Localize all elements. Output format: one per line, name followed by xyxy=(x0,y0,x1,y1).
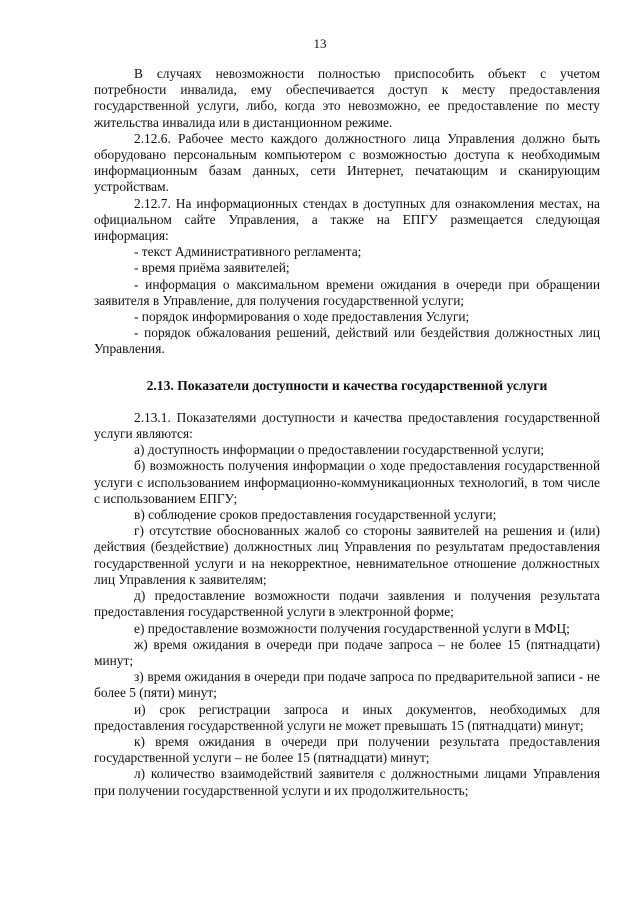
list-item: и) срок регистрации запроса и иных документов, необходимых для предоставления государственной услуги не может превышать 15 (пятнадцати) минут; xyxy=(94,701,600,733)
page-number: 13 xyxy=(313,36,327,51)
document-body xyxy=(94,66,600,799)
list-item: - порядок информирования о ходе предоставления Услуги; xyxy=(134,309,470,325)
list-item: б) возможность получения информации о ходе предоставления государственной услуги с использованием информационно-коммуникационных технологий, в том числе с использованием ЕПГУ; xyxy=(94,458,600,506)
section-heading: 2.13. Показатели доступности и качества государственной услуги xyxy=(146,377,548,393)
list-item: ж) время ожидания в очереди при подаче запроса – не более 15 (пятнадцати) минут; xyxy=(94,636,600,668)
list-item: к) время ожидания в очереди при получении результата предоставления государственной услуги – не более 15 (пятнадцати) минут; xyxy=(94,733,600,766)
list-item: е) предоставление возможности получения государственной услуги в МФЦ; xyxy=(134,620,570,636)
paragraph: 2.12.6. Рабочее место каждого должностного лица Управления должно быть оборудовано персональным компьютером с возможностью доступа к необходимым информационным базам данных, сети Интернет, печатающим и сканирующим устройствам. xyxy=(94,130,600,195)
list-item: д) предоставление возможности подачи заявления и получения результата предоставления государственной услуги в электронной форме; xyxy=(94,588,600,620)
list-item: г) отсутствие обоснованных жалоб со стороны заявителей на решения и (или) действия (бездействие) должностных лиц Управления по результатам предоставления государственной услуги и на некорректное, невнимательное отношение должностных лиц Управления к заявителям; xyxy=(94,523,600,587)
list-item: а) доступность информации о предоставлении государственной услуги; xyxy=(134,442,545,458)
list-item: - текст Административного регламента; xyxy=(134,244,362,260)
paragraph: 2.12.7. На информационных стендах в доступных для ознакомления местах, на официальном сайте Управления, а также на ЕПГУ размещается следующая информация: xyxy=(94,195,600,244)
list-item: л) количество взаимодействий заявителя с должностными лицами Управления при получении государственной услуги и их продолжительность; xyxy=(94,766,600,798)
paragraph: 2.13.1. Показателями доступности и качества предоставления государственной услуги являются: xyxy=(94,409,600,442)
list-item: в) соблюдение сроков предоставления государственной услуги; xyxy=(134,507,497,523)
list-item: - время приёма заявителей; xyxy=(134,260,290,276)
list-item: - порядок обжалования решений, действий или бездействия должностных лиц Управления. xyxy=(94,325,600,357)
paragraph: В случаях невозможности полностью приспособить объект с учетом потребности инвалида, ему обеспечивается доступ к месту предоставления государственной услуги, либо, когда это невозможно, ее предоставление по месту жительства инвалида или в дистанционном режиме. xyxy=(94,66,600,130)
list-item: - информация о максимальном времени ожидания в очереди при обращении заявителя в Управление, для получения государственной услуги; xyxy=(94,276,600,308)
list-item: з) время ожидания в очереди при подаче запроса по предварительной записи - не более 5 (пяти) минут; xyxy=(94,669,600,701)
